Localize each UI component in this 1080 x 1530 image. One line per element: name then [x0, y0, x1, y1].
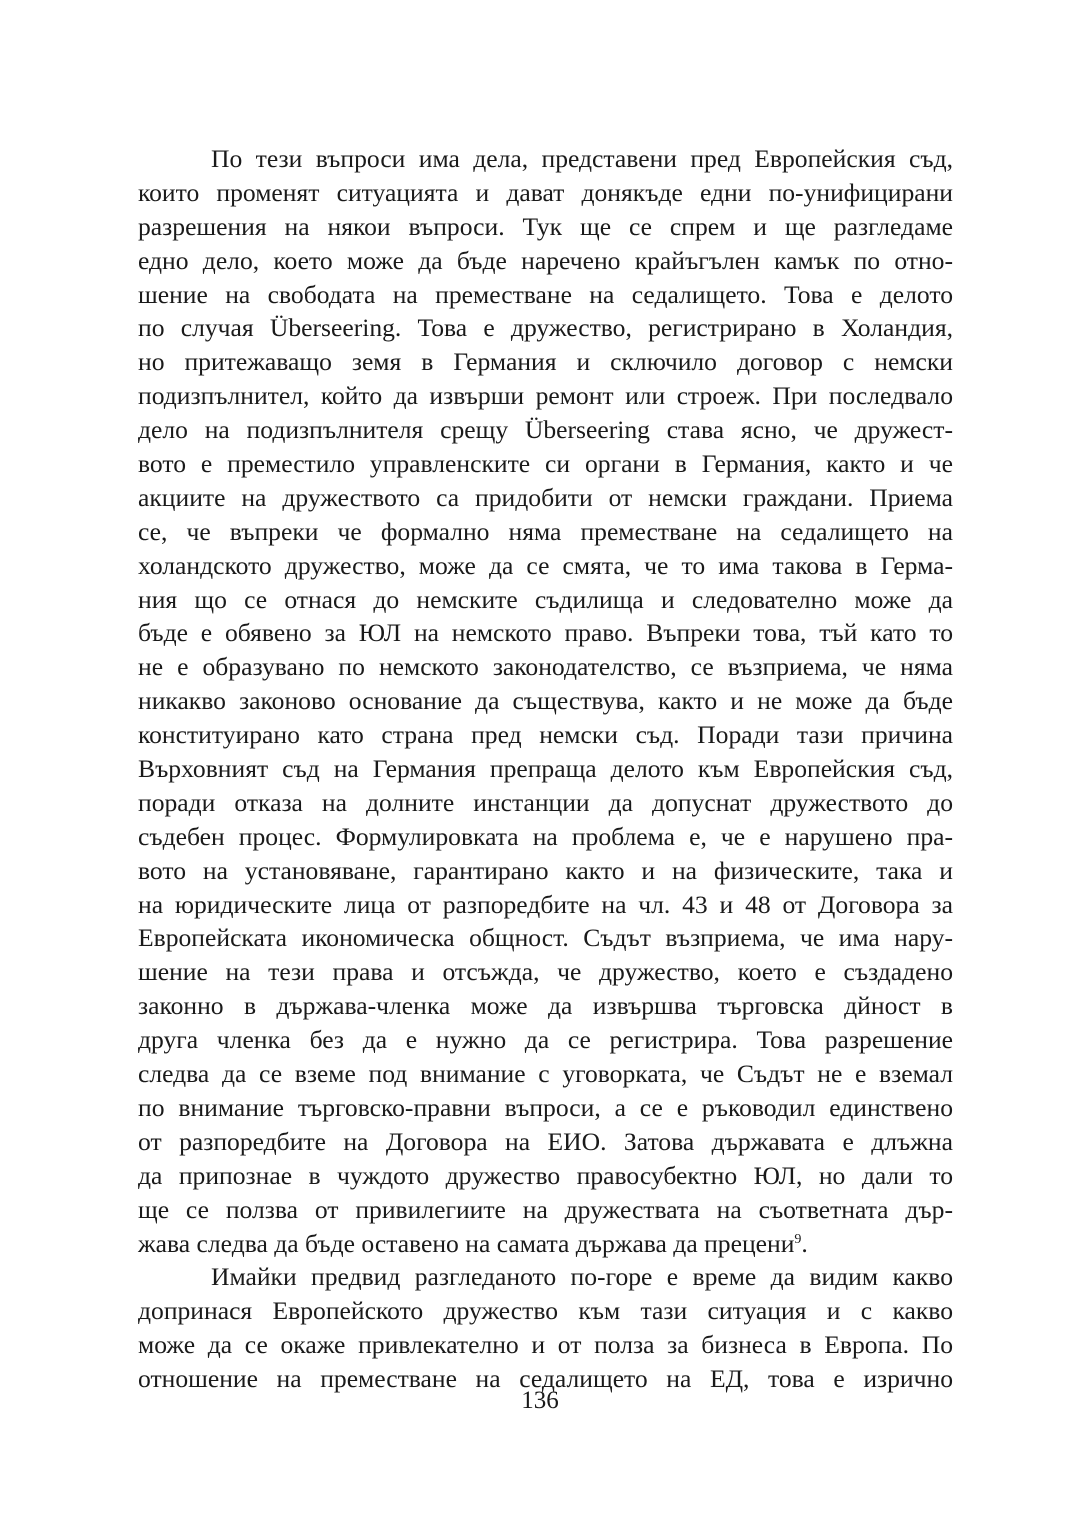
text-line: които променят ситуацията и дават донякъде едни по-унифицирани [138, 177, 953, 207]
text-line: вото на установяване, гарантирано както и на физическите, така и [138, 855, 953, 885]
text-line: може да се окаже привлекателно и от полза за бизнеса в Европа. По [138, 1330, 953, 1360]
paragraph-1 [138, 142, 953, 1260]
text-line: да припознае в чуждото дружество правосубектно ЮЛ, но дали то [138, 1160, 953, 1190]
text-line-content: жава следва да бъде оставено на самата държава да прецени [138, 1228, 795, 1258]
text-line: бъде е обявено за ЮЛ на немското право. Въпреки това, тъй като то [138, 618, 953, 648]
body-text [138, 142, 953, 1396]
text-line: съдебен процес. Формулировката на проблема е, че е нарушено пра- [138, 821, 953, 851]
text-line: ния що се отнася до немските съдилища и следователно може да [138, 584, 953, 614]
text-line: никакво законово основание да съществува, както и не може да бъде [138, 686, 953, 716]
text-line: следва да се вземе под внимание с уговорката, че Съдът не е вземал [138, 1059, 953, 1089]
text-line: но притежаващо земя в Германия и сключило договор с немски [138, 347, 953, 377]
text-line: по внимание търговско-правни въпроси, а се е ръководил единствено [138, 1092, 953, 1122]
text-line: холандското дружество, може да се смята, че то има такова в Герма- [138, 550, 953, 580]
text-line: на юридическите лица от разпоредбите на чл. 43 и 48 от Договора за [138, 889, 953, 919]
text-line: по случая Überseering. Това е дружество, регистрирано в Холандия, [138, 313, 953, 343]
paragraph-2 [138, 1260, 953, 1396]
text-line: акциите на дружеството са придобити от немски граждани. Приема [138, 482, 953, 512]
text-line: законно в държава-членка може да извършва търговска дйност в [138, 991, 953, 1021]
text-line: Върховният съд на Германия препраща делото към Европейския съд, [138, 754, 953, 784]
text-line: По тези въпроси има дела, представени пред Европейския съд, [211, 144, 953, 173]
text-line: конституирано като страна пред немски съд. Поради тази причина [138, 720, 953, 750]
sentence-end: . [801, 1228, 808, 1258]
text-line: шение на тези права и отсъжда, че дружество, което е създадено [138, 957, 953, 987]
text-line: подизпълнител, който да извърши ремонт или строеж. При последвало [138, 381, 953, 411]
text-line: едно дело, което може да бъде наречено крайъгълен камък по отно- [138, 245, 953, 275]
text-line: не е образувано по немското законодателство, се възприема, че няма [138, 652, 953, 682]
text-line: друга членка без да е нужно да се регистрира. Това разрешение [138, 1025, 953, 1055]
text-line: дело на подизпълнителя срещу Überseering става ясно, че дружест- [138, 415, 953, 445]
text-line: разрешения на някои въпроси. Тук ще се спрем и ще разгледаме [138, 211, 953, 241]
text-line: шение на свободата на преместване на седалището. Това е делото [138, 279, 953, 309]
text-line: допринася Европейското дружество към тази ситуация и с какво [138, 1296, 953, 1326]
text-line: Имайки предвид разгледаното по-горе е време да видим какво [211, 1262, 953, 1292]
text-line: ще се ползва от привилегиите на дружествата на съответната дър- [138, 1194, 953, 1224]
page-number: 136 [521, 1387, 559, 1414]
text-line: Европейската икономическа общност. Съдът възприема, че има нару- [138, 923, 953, 953]
text-line: поради отказа на долните инстанции да допуснат дружеството до [138, 787, 953, 817]
text-line: вото е преместило управленските си органи в Германия, както и че [138, 449, 953, 479]
text-line: отношение на преместване на седалището на ЕД, това е изрично [138, 1364, 953, 1394]
text-line-last [138, 1227, 953, 1261]
footnote-reference[interactable]: 9 [794, 1231, 802, 1247]
text-line: от разпоредбите на Договора на ЕИО. Затова държавата е длъжна [138, 1126, 953, 1156]
text-line: се, че въпреки че формално няма преместване на седалището на [138, 516, 953, 546]
